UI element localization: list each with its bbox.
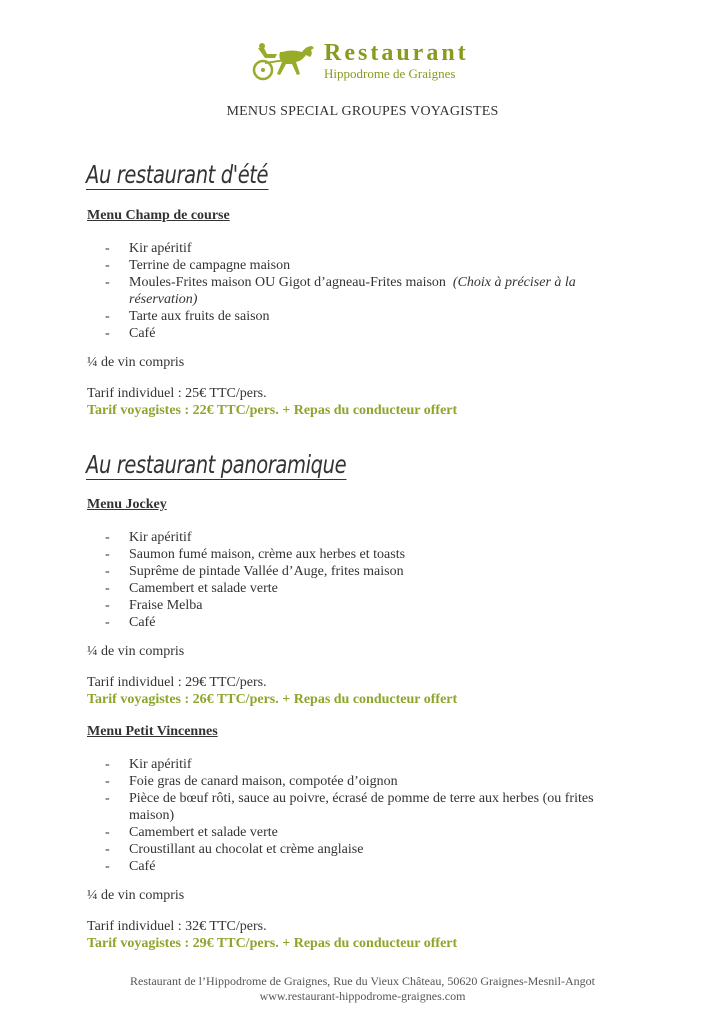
list-item: - Terrine de campagne maison [105, 257, 619, 274]
restaurant-logo [252, 40, 482, 84]
tarif-individuel: Tarif individuel : 25€ TTC/pers. [87, 386, 267, 401]
tarif-voyagistes: Tarif voyagistes : 22€ TTC/pers. + Repas du conducteur offert [87, 403, 458, 418]
menu-items-champ-de-course [105, 240, 619, 342]
list-item: - Moules-Frites maison OU Gigot d’agneau-Frites maison (Choix à préciser à la réservation) [105, 274, 619, 308]
list-item: - Kir apéritif [105, 756, 619, 773]
section-heading-ete: Au restaurant d'été [86, 160, 269, 189]
menu-name-petit-vincennes: Menu Petit Vincennes [87, 724, 218, 739]
wine-included: ¼ de vin compris [87, 888, 185, 903]
list-item: - Pièce de bœuf rôti, sauce au poivre, écrasé de pomme de terre aux herbes (ou frites maison) [105, 790, 619, 824]
menu-name-champ-de-course: Menu Champ de course [87, 208, 230, 223]
list-item: - Café [105, 614, 619, 631]
list-item: - Kir apéritif [105, 240, 619, 257]
list-item: - Café [105, 858, 619, 875]
list-item: - Camembert et salade verte [105, 580, 619, 597]
tarif-individuel: Tarif individuel : 32€ TTC/pers. [87, 919, 267, 934]
choice-note: (Choix à préciser à la réservation) [129, 275, 576, 307]
list-item: - Kir apéritif [105, 529, 619, 546]
list-item: - Camembert et salade verte [105, 824, 619, 841]
list-item: - Tarte aux fruits de saison [105, 308, 619, 325]
list-item: - Croustillant au chocolat et crème anglaise [105, 841, 619, 858]
footer-website: www.restaurant-hippodrome-graignes.com [259, 989, 466, 1003]
tarif-individuel: Tarif individuel : 29€ TTC/pers. [87, 675, 267, 690]
list-item: - Suprême de pintade Vallée d’Auge, frites maison [105, 563, 619, 580]
footer-address: Restaurant de l’Hippodrome de Graignes, Rue du Vieux Château, 50620 Graignes-Mesnil-Angot [130, 974, 595, 988]
horse-sulky-icon [252, 42, 322, 82]
wine-included: ¼ de vin compris [87, 355, 185, 370]
menu-items-petit-vincennes [105, 756, 619, 875]
wine-included: ¼ de vin compris [87, 644, 185, 659]
document-title: MENUS SPECIAL GROUPES VOYAGISTES [226, 104, 499, 119]
logo-subtitle: Hippodrome de Graignes [324, 66, 456, 81]
section-heading-panoramique: Au restaurant panoramique [86, 450, 347, 479]
menu-name-jockey: Menu Jockey [87, 497, 167, 512]
list-item: - Saumon fumé maison, crème aux herbes et toasts [105, 546, 619, 563]
list-item: - Foie gras de canard maison, compotée d’oignon [105, 773, 619, 790]
list-item: - Fraise Melba [105, 597, 619, 614]
list-item: - Café [105, 325, 619, 342]
logo-title: Restaurant [324, 40, 469, 66]
tarif-voyagistes: Tarif voyagistes : 26€ TTC/pers. + Repas du conducteur offert [87, 692, 458, 707]
menu-items-jockey [105, 529, 619, 631]
tarif-voyagistes: Tarif voyagistes : 29€ TTC/pers. + Repas du conducteur offert [87, 936, 458, 951]
